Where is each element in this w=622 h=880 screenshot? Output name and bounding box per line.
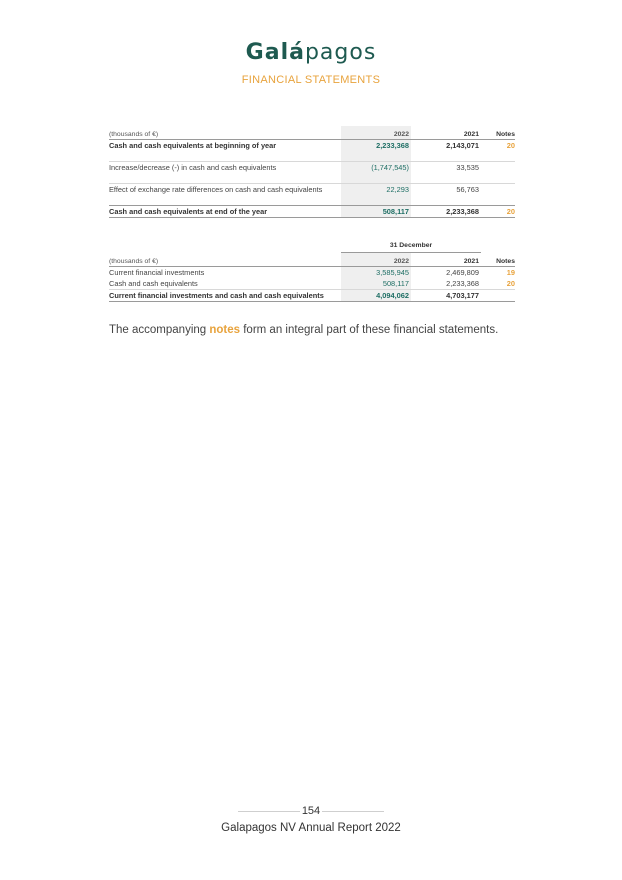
table-header-row — [109, 126, 515, 140]
note-ref — [481, 184, 515, 196]
column-header-2022: 2022 — [341, 253, 411, 267]
value-2022: 22,293 — [341, 184, 411, 196]
table-row-total — [109, 290, 515, 302]
logo-text-part1: Galá — [245, 40, 305, 65]
row-label: Cash and cash equivalents at beginning of year — [109, 140, 341, 152]
value-2022: 508,117 — [341, 206, 411, 218]
row-label: Current financial investments and cash and cash equivalents — [109, 290, 341, 302]
report-title: Galapagos NV Annual Report 2022 — [221, 822, 401, 834]
logo-text-part2: pagos — [304, 40, 377, 65]
notes-disclaimer — [109, 324, 529, 336]
section-title: FINANCIAL STATEMENTS — [241, 74, 381, 86]
note-ref: 20 — [481, 278, 515, 290]
column-header-notes: Notes — [496, 258, 515, 265]
value-2021: 33,535 — [456, 163, 479, 172]
note-ref — [481, 162, 515, 174]
unit-label: (thousands of €) — [109, 131, 159, 138]
value-2021: 2,469,809 — [411, 267, 481, 279]
value-2022: 4,094,062 — [341, 290, 411, 302]
row-label: Current financial investments — [109, 267, 341, 279]
company-logo — [0, 40, 622, 65]
value-2021: 56,763 — [456, 185, 479, 194]
table-row-total — [109, 206, 515, 218]
note-ref: 20 — [481, 140, 515, 152]
value-2022: (1,747,545) — [341, 162, 411, 174]
column-header-2021: 2021 — [463, 258, 479, 265]
disclaimer-prefix: The accompanying — [109, 324, 210, 336]
table-row — [109, 278, 515, 290]
row-spacer — [109, 195, 515, 206]
value-2022: 3,585,945 — [341, 267, 411, 279]
table-row — [109, 184, 515, 196]
page-number: 154 — [301, 805, 321, 817]
cash-flow-table — [109, 126, 515, 218]
value-2022: 508,117 — [341, 278, 411, 290]
table-row — [109, 162, 515, 174]
value-2021: 2,143,071 — [411, 140, 481, 152]
column-header-2021: 2021 — [463, 131, 479, 138]
note-ref: 20 — [481, 206, 515, 218]
row-label: Effect of exchange rate differences on cash and cash equivalents — [109, 185, 323, 194]
unit-label: (thousands of €) — [109, 258, 159, 265]
table-header-row — [109, 253, 515, 267]
row-label: Cash and cash equivalents — [109, 278, 341, 290]
note-ref — [481, 290, 515, 302]
row-spacer — [109, 173, 515, 184]
row-label: Cash and cash equivalents at end of the year — [109, 206, 341, 218]
table-row — [109, 267, 515, 279]
period-label: 31 December — [341, 238, 481, 253]
disclaimer-suffix: form an integral part of these financial statements. — [240, 324, 499, 336]
cash-position-table — [109, 238, 515, 302]
column-header-notes: Notes — [496, 131, 515, 138]
value-2022: 2,233,368 — [341, 140, 411, 152]
row-label: Increase/decrease (-) in cash and cash equivalents — [109, 163, 277, 172]
value-2021: 2,233,368 — [411, 206, 481, 218]
value-2021: 4,703,177 — [411, 290, 481, 302]
row-spacer — [109, 151, 515, 162]
note-ref: 19 — [481, 267, 515, 279]
notes-link[interactable]: notes — [209, 324, 241, 336]
value-2021: 2,233,368 — [411, 278, 481, 290]
group-header-row — [109, 238, 515, 253]
table-row — [109, 140, 515, 152]
column-header-2022: 2022 — [341, 126, 411, 140]
